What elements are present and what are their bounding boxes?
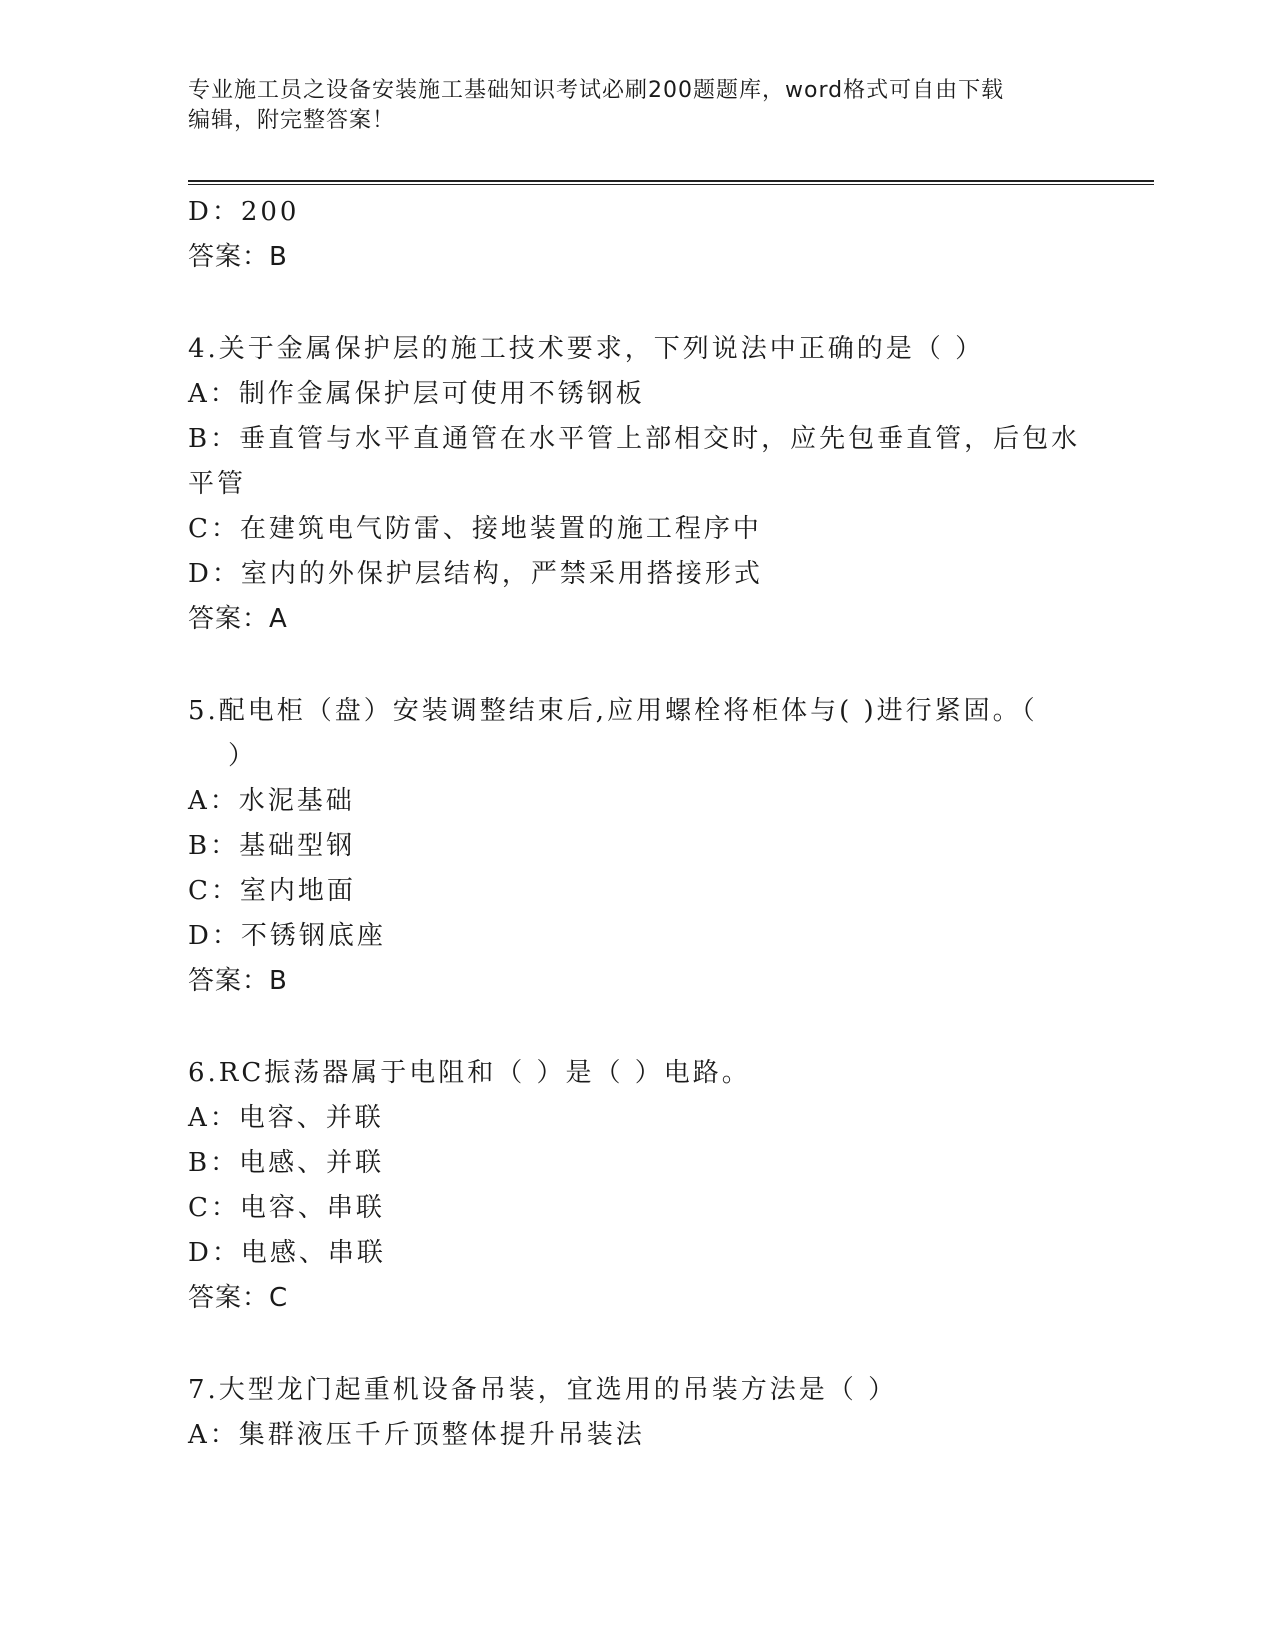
header-divider-thick <box>188 180 1154 182</box>
option-c: C：室内地面 <box>188 876 356 906</box>
question-4 <box>188 327 1088 642</box>
question-7 <box>188 1368 1088 1458</box>
option-b: B：垂直管与水平直通管在水平管上部相交时，应先包垂直管，后包水 <box>188 424 1081 454</box>
option-a: A：电容、并联 <box>188 1103 384 1133</box>
option-d: D：200 <box>188 197 300 227</box>
option-c: C：在建筑电气防雷、接地装置的施工程序中 <box>188 514 762 544</box>
question-6 <box>188 1051 1088 1321</box>
option-a: A：集群液压千斤顶整体提升吊装法 <box>188 1420 645 1450</box>
option-d: D：室内的外保护层结构，严禁采用搭接形式 <box>188 559 763 589</box>
option-d: D：电感、串联 <box>188 1238 386 1268</box>
question-text: 6.RC振荡器属于电阻和（ ）是（ ）电路。 <box>188 1058 751 1088</box>
question-list <box>188 190 1088 1458</box>
document-header <box>188 76 1088 136</box>
answer-label: 答案：B <box>188 242 288 272</box>
question-3 <box>188 190 1088 280</box>
option-b: B：基础型钢 <box>188 831 356 861</box>
question-text: 4.关于金属保护层的施工技术要求，下列说法中正确的是（ ） <box>188 334 985 364</box>
answer-label: 答案：A <box>188 604 288 634</box>
header-divider-thin <box>188 184 1154 185</box>
answer-label: 答案：B <box>188 966 288 996</box>
question-text-continued: ） <box>228 741 258 771</box>
header-title-line2: 编辑，附完整答案！ <box>188 108 396 133</box>
option-a: A：制作金属保护层可使用不锈钢板 <box>188 379 645 409</box>
option-d: D：不锈钢底座 <box>188 921 386 951</box>
question-text: 5.配电柜（盘）安装调整结束后,应用螺栓将柜体与( )进行紧固。（ <box>188 696 1038 726</box>
option-b: B：电感、并联 <box>188 1148 385 1178</box>
question-5 <box>188 689 1088 1004</box>
answer-label: 答案：C <box>188 1283 289 1313</box>
option-c: C：电容、串联 <box>188 1193 385 1223</box>
header-title-line1: 专业施工员之设备安装施工基础知识考试必刷200题题库，word格式可自由下载 <box>188 78 1005 103</box>
option-b-continued: 平管 <box>188 469 247 499</box>
option-a: A：水泥基础 <box>188 786 355 816</box>
question-text: 7.大型龙门起重机设备吊装，宜选用的吊装方法是（ ） <box>188 1375 898 1405</box>
